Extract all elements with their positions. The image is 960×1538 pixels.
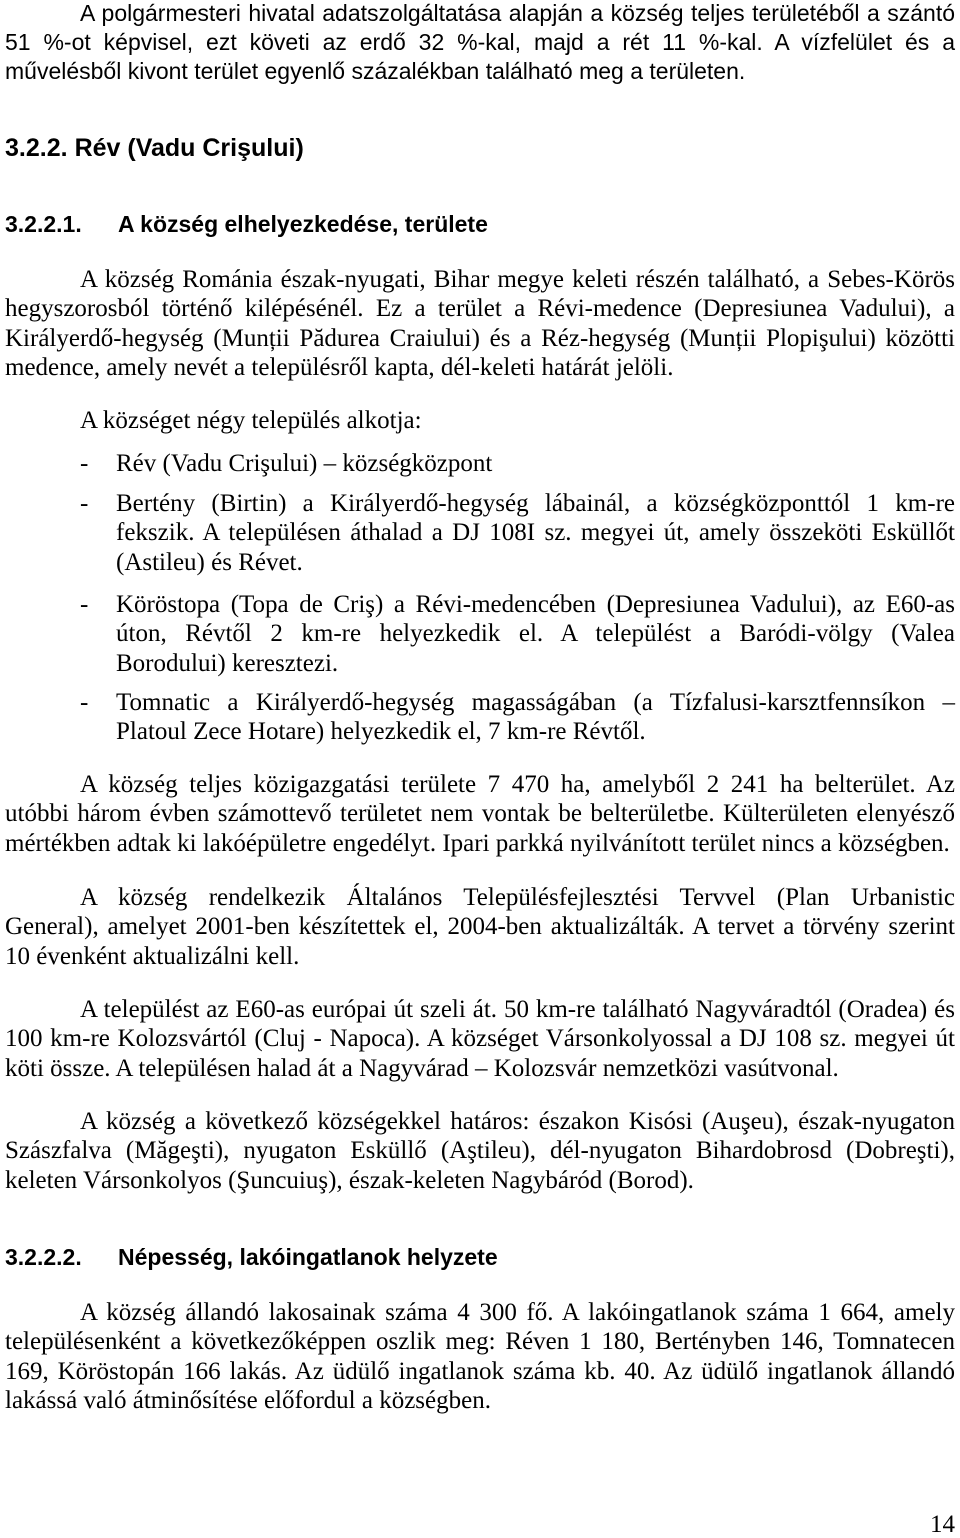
text-line: A települést az E60-as európai út szeli át. 50 km-re található Nagyváradtól (Oradea) és — [80, 996, 955, 1023]
text-line: A községet négy település alkotja: — [80, 407, 422, 434]
text-line: Tomnatic a Királyerdő-hegység magasságában (a Tízfalusi-karsztfennsíkon – — [116, 689, 955, 716]
text-line: Köröstopa (Topa de Criş) a Révi-medencében (Depresiunea Vadului), az E60-as — [116, 591, 955, 618]
list-item-text — [116, 688, 955, 747]
text-line: A polgármesteri hivatal adatszolgáltatása alapján a község teljes területéből a szántó — [80, 0, 955, 26]
list-bullet: - — [80, 490, 89, 517]
text-line: A község állandó lakosainak száma 4 300 fő. A lakóingatlanok száma 1 664, amely — [80, 1299, 955, 1326]
text-line: hegyszorosból történő kilépésénél. Ez a terület a Révi-medence (Depresiunea Vadului), a — [5, 295, 955, 323]
intro-paragraph — [5, 0, 955, 86]
list-bullet: - — [80, 591, 89, 618]
borders-paragraph — [5, 1107, 955, 1195]
list-bullet: - — [80, 689, 89, 716]
text-line: lakássá való átminősítése előfordul a községben. — [5, 1386, 491, 1414]
list-item — [80, 449, 955, 478]
subsection-heading-population — [5, 1243, 955, 1272]
list-bullet: - — [80, 450, 89, 477]
text-line: 100 km-re Kolozsvártól (Cluj - Napoca). A községet Vársonkolyossal a DJ 108 sz. megyei út — [5, 1025, 955, 1053]
text-line: mértékben adtak ki lakóépületre engedélyt. Ipari parkká nyilvánított terület nincs a községben. — [5, 829, 950, 857]
plan-paragraph — [5, 883, 955, 971]
section-number: 3.2.2. — [5, 134, 68, 162]
text-line: General), amelyet 2001-ben készítettek el, 2004-ben aktualizálták. A tervet a törvény szerint — [5, 913, 955, 941]
list-item — [80, 590, 955, 678]
transport-paragraph — [5, 995, 955, 1083]
list-item-text — [116, 489, 955, 577]
text-line: 169, Köröstopán 166 lakás. Az üdülő ingatlanok száma kb. 40. Az üdülő ingatlanok állandó — [5, 1357, 955, 1385]
list-item — [80, 489, 955, 577]
text-line: (Astileu) és Révet. — [116, 548, 303, 576]
text-line: A község rendelkezik Általános Településfejlesztési Tervvel (Plan Urbanistic — [80, 884, 955, 911]
subsection-number: 3.2.2.1. — [5, 211, 82, 237]
list-item-text — [116, 590, 955, 678]
subsection-heading-location — [5, 210, 955, 239]
text-line: 10 évenként aktualizálni kell. — [5, 942, 300, 970]
subsection-title: A község elhelyezkedése, területe — [118, 211, 488, 237]
text-line: Rév (Vadu Crişului) – községközpont — [116, 450, 493, 477]
text-line: településenként a következőképpen oszlik meg: Réven 1 180, Bertényben 146, Tomnatecen — [5, 1328, 955, 1356]
text-line: A község teljes közigazgatási területe 7 470 ha, amelyből 2 241 ha belterület. Az — [80, 771, 955, 798]
text-line: Királyerdő-hegység (Munții Pădurea Craiului) és a Réz-hegység (Munții Plopişului) közötti — [5, 324, 955, 352]
text-line: úton, Révtől 2 km-re helyezkedik el. A települést a Baródi-völgy (Valea — [116, 620, 955, 648]
subsection-title: Népesség, lakóingatlanok helyzete — [118, 1244, 498, 1270]
text-line: A község a következő községekkel határos: északon Kisósi (Auşeu), észak-nyugaton — [80, 1108, 955, 1135]
text-line: Szászfalva (Măgeşti), nyugaton Esküllő (Aştileu), dél-nyugaton Bihardobrosd (Dobreşti), — [5, 1137, 955, 1165]
settlements-intro — [5, 406, 955, 435]
location-paragraph — [5, 265, 955, 382]
text-line: köti össze. A településen halad át a Nagyvárad – Kolozsvár nemzetközi vasútvonal. — [5, 1054, 839, 1082]
text-line: 51 %-ot képvisel, ezt követi az erdő 32 %-kal, majd a rét 11 %-kal. A vízfelület és a — [5, 29, 955, 55]
population-paragraph — [5, 1298, 955, 1415]
text-line: A község Románia észak-nyugati, Bihar megye keleti részén található, a Sebes-Körös — [80, 266, 955, 293]
subsection-number: 3.2.2.2. — [5, 1244, 82, 1270]
text-line: fekszik. A településen áthalad a DJ 108I sz. megyei út, amely összeköti Esküllőt — [116, 519, 955, 547]
list-item — [80, 688, 955, 747]
text-line: utóbbi három évben számottevő területet nem vontak be belterületbe. Külterületen elenyésző — [5, 800, 955, 828]
text-line: művelésből kivont terület egyenlő százalékban található meg a területen. — [5, 58, 746, 84]
text-line: Bertény (Birtin) a Királyerdő-hegység lábainál, a községközponttól 1 km-re — [116, 490, 955, 517]
section-heading — [5, 133, 955, 163]
list-item-text — [116, 449, 955, 478]
text-line: Platoul Zece Hotare) helyezkedik el, 7 km-re Révtől. — [116, 718, 646, 746]
section-title: Rév (Vadu Crişului) — [74, 134, 304, 162]
text-line: keleten Vársonkolyos (Şuncuiuş), észak-keleten Nagybáród (Borod). — [5, 1166, 694, 1194]
page-number: 14 — [930, 1511, 955, 1538]
text-line: Borodului) keresztezi. — [116, 649, 339, 677]
area-paragraph — [5, 770, 955, 858]
text-line: medence, amely nevét a településről kapta, dél-keleti határát jelöli. — [5, 353, 674, 381]
